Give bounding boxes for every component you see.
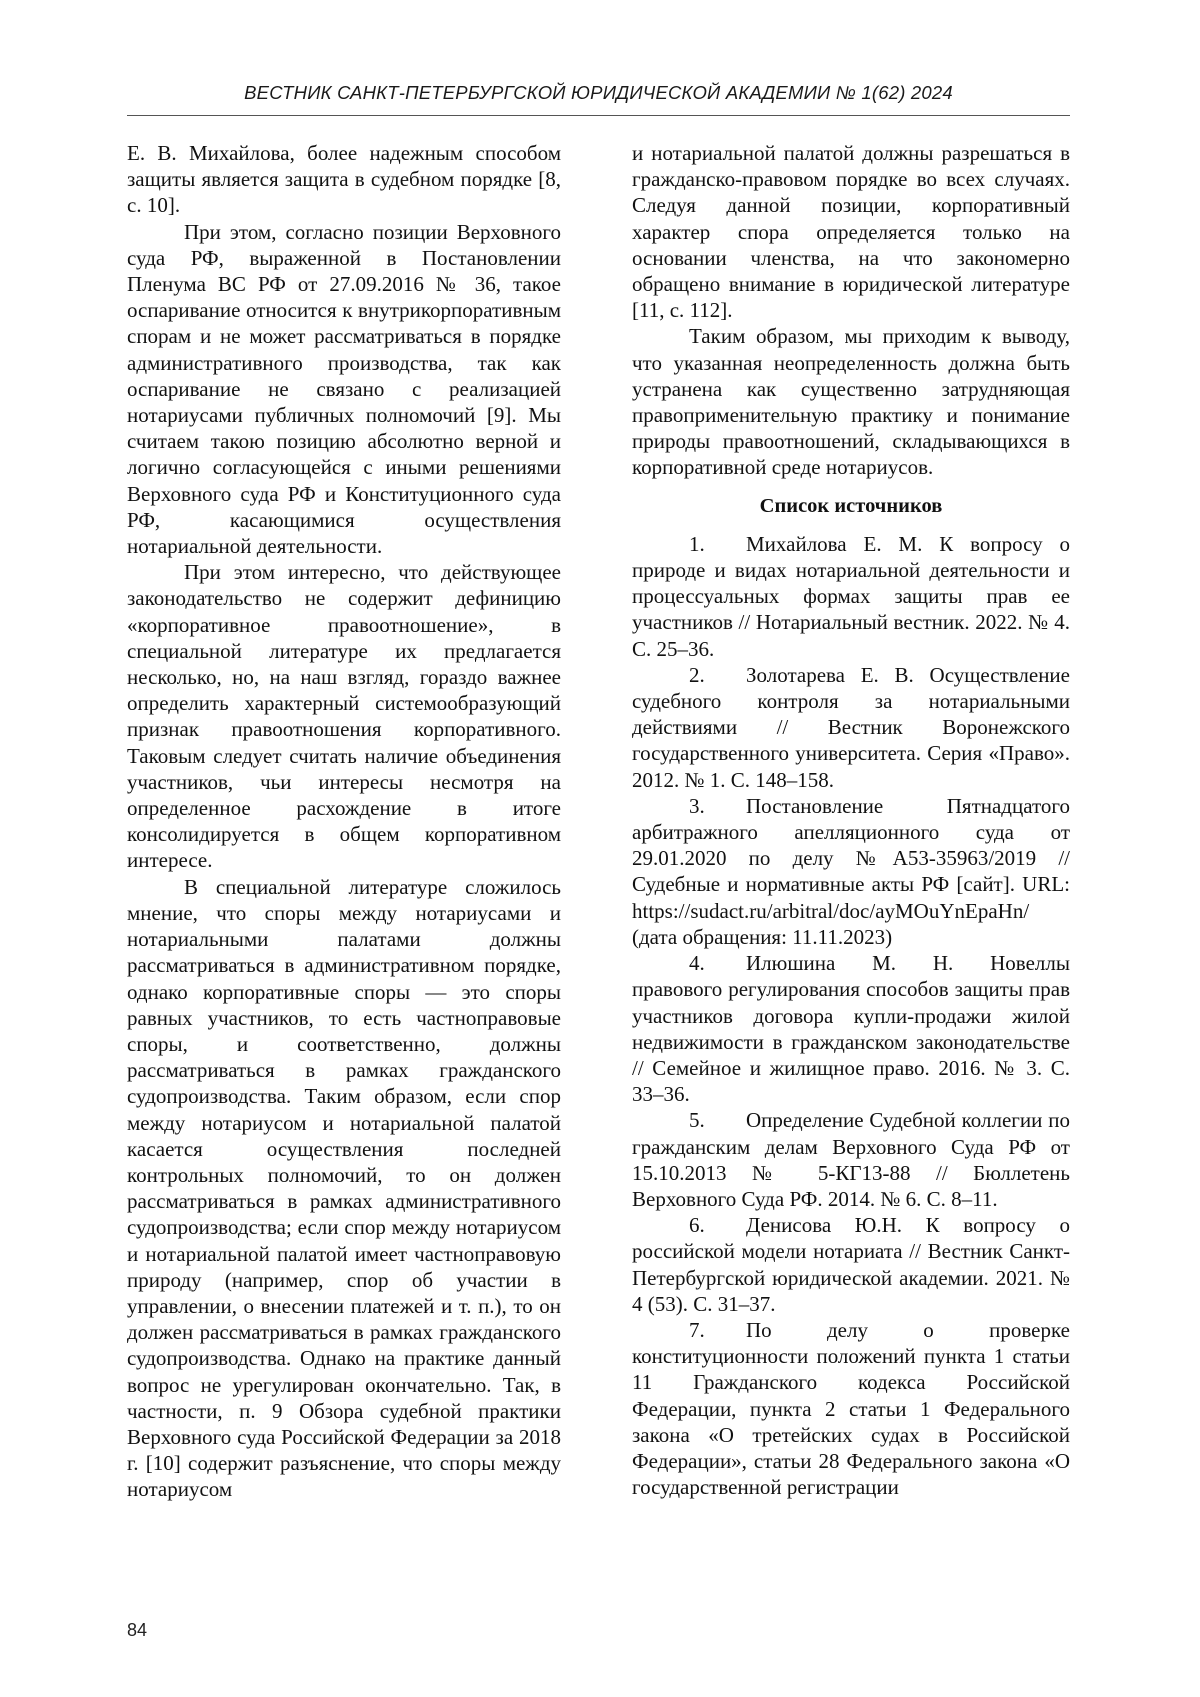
reference-text: По делу о проверке конституционности положений пункта 1 статьи 11 Гражданского кодекса Российской Федерации, пункта 2 статьи 1 Федерального закона «О третейских судах в Российской Федерации», статьи 28 Федерального закона «О государственной регистрации xyxy=(632,1317,1070,1500)
paragraph: При этом, согласно позиции Верховного суда РФ, выраженной в Постановлении Пленума ВС РФ от 27.09.2016 № 36, такое оспаривание относится к внутрикорпоративным спорам и не может рассматриваться в порядке административного производства, так как оспаривание не связано с реализацией нотариусами публичных полномочий [9]. Мы считаем такою позицию абсолютно верной и логично согласующейся с иными решениями Верховного суда РФ и Конституционного суда РФ, касающимися осуществления нотариальной деятельности. xyxy=(127,219,561,559)
paragraph: и нотариальной палатой должны разрешаться в гражданско-правовом порядке во всех случаях. Следуя данной позиции, корпоративный характер спора определяется только на основании членства, на что закономерно обращено внимание в юридической литературе [11, с. 112]. xyxy=(632,141,1070,323)
header-rule xyxy=(127,115,1070,116)
reference-number: 3. xyxy=(689,793,705,818)
reference-item xyxy=(632,662,1070,793)
reference-item xyxy=(632,1107,1070,1212)
reference-number: 5. xyxy=(689,1108,705,1133)
reference-text: Постановление Пятнадцатого арбитражного апелляционного суда от 29.01.2020 по делу №А53-35963/2019 // Судебные и нормативные акты РФ [сайт]. URL: https://sudact.ru/arbitral/doc/ayMOuYnEpaHn/ (дата обращения: 11.11.2023) xyxy=(632,793,1070,949)
reference-number: 4. xyxy=(689,951,705,976)
reference-number: 2. xyxy=(689,662,705,687)
reference-item xyxy=(632,793,1070,950)
paragraph: Е. В. Михайлова, более надежным способом защиты является защита в судебном порядке [8, с. 10]. xyxy=(127,141,561,218)
reference-number: 7. xyxy=(689,1317,705,1342)
page-number: 84 xyxy=(127,1620,148,1640)
reference-text: Илюшина М. Н. Новеллы правового регулирования способов защиты прав участников договора купли-продажи жилой недвижимости в гражданском законодательстве // Семейное и жилищное право. 2016. № 3. С. 33–36. xyxy=(632,951,1070,1107)
reference-item xyxy=(632,1212,1070,1317)
paragraph: Таким образом, мы приходим к выводу, что указанная неопределенность должна быть устранена как существенно затрудняющая правоприменительную практику и понимание природы правоотношений, складывающихся в корпоративной среде нотариусов. xyxy=(632,324,1070,480)
paragraph: В специальной литературе сложилось мнение, что споры между нотариусами и нотариальными палатами должны рассматриваться в административном порядке, однако корпоративные споры — это споры равных участников, то есть частноправовые споры, и соответственно, должны рассматриваться в рамках гражданского судопроизводства. Таким образом, если спор между нотариусом и нотариальной палатой касается осуществления последней контрольных полномочий, то он должен рассматриваться в рамках административного судопроизводства; если спор между нотариусом и нотариальной палатой имеет частноправовую природу (например, спор об участии в управлении, о внесении платежей и т. п.), то он должен рассматриваться в рамках гражданского судопроизводства. Однако на практике данный вопрос не урегулирован окончательно. Так, в частности, п. 9 Обзора судебной практики Верховного суда Российской Федерации за 2018 г. [10] содержит разъяснение, что споры между нотариусом xyxy=(127,874,561,1502)
reference-text: Михайлова Е. М. К вопросу о природе и видах нотариальной деятельности и процессуальных формах защиты прав ее участников // Нотариальный вестник. 2022. № 4. С. 25–36. xyxy=(632,531,1070,661)
sources-heading: Список источников xyxy=(759,494,943,517)
reference-item xyxy=(632,1317,1070,1500)
journal-header: ВЕСТНИК САНКТ-ПЕТЕРБУРГСКОЙ ЮРИДИЧЕСКОЙ АКАДЕМИИ № 1(62) 2024 xyxy=(244,82,953,103)
reference-number: 6. xyxy=(689,1213,705,1238)
right-column xyxy=(632,140,1070,1500)
left-column xyxy=(127,140,561,1503)
reference-item xyxy=(632,950,1070,1107)
reference-item xyxy=(632,531,1070,662)
reference-number: 1. xyxy=(689,531,705,556)
reference-text: Золотарева Е. В. Осуществление судебного контроля за нотариальными действиями // Вестник Воронежского государственного университета. Серия «Право». 2012. № 1. С. 148–158. xyxy=(632,662,1070,792)
reference-text: Определение Судебной коллегии по гражданским делам Верховного Суда РФ от 15.10.2013 № 5-КГ13-88 // Бюллетень Верховного Суда РФ. 2014. № 6. С. 8–11. xyxy=(632,1108,1070,1211)
reference-text: Денисова Ю.Н. К вопросу о российской модели нотариата // Вестник Санкт-Петербургской юридической академии. 2021. № 4 (53). С. 31–37. xyxy=(632,1213,1070,1316)
paragraph: При этом интересно, что действующее законодательство не содержит дефиницию «корпоративное правоотношение», в специальной литературе их предлагается несколько, но, на наш взгляд, гораздо важнее определить характерный системообразующий признак правоотношения корпоративного. Таковым следует считать наличие объединения участников, чьи интересы несмотря на определенное расхождение в итоге консолидируется в общем корпоративном интересе. xyxy=(127,560,561,873)
